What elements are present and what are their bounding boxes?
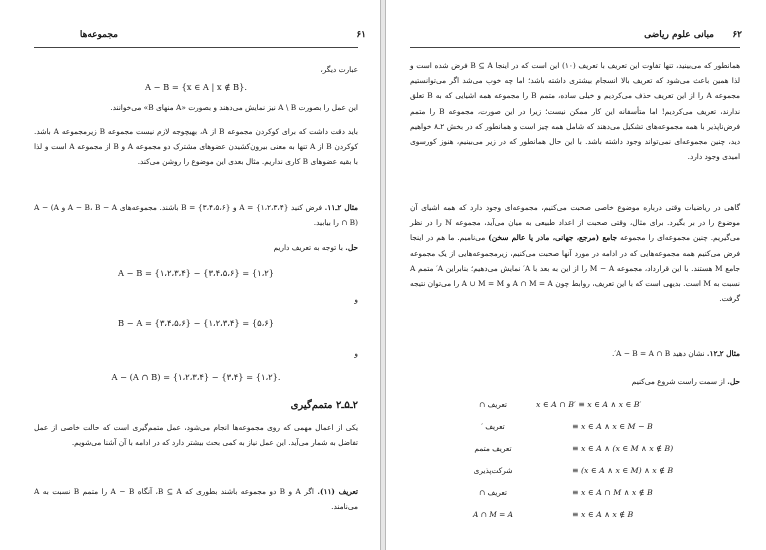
right-universal-set-term: جامع (مرجع، جهانی، مادر یا عالم سخن) (488, 233, 618, 243)
proof-expression: x ∈ A ∩ B′ ≡ x ∈ A ∧ x ∈ B′ (536, 400, 642, 409)
right-page-number: ۶۲ (732, 30, 742, 40)
left-running-head: مجموعه‌ها (79, 30, 118, 40)
right-solution-label: حل. (727, 377, 740, 386)
left-eq-difference: A − B = {x ∈ A | x ∉ B}. (144, 82, 248, 92)
left-solution-text: با توجه به تعریف داریم (273, 243, 343, 252)
left-note-paragraph: باید دقت داشت که برای کوکردن مجموعه B از A، بهیچوجه لازم نیست مجموعه B زیرمجموعه A باشد. کوکردن B از A تنها به معنی بیرون‌کشیدن عضوهای مشترک دو مجموعه A و B از مجموعه A است و لذا با بقیه عضوهای B کاری نداریم. مثال بعدی این موضوع را روشن می‌کند. (34, 127, 358, 167)
proof-reason: تعریف ∩ (479, 488, 507, 497)
left-and-2: و (354, 349, 358, 358)
left-section-paragraph: یکی از اعمال مهمی که روی مجموعه‌ها انجام می‌شود، عمل متمم‌گیری است که حالت خاصی از عمل تفاضل به شمار می‌آید. این عمل نیاز به کمی بحث بیشتر دارد که در ادامه با آن آشنا می‌شویم. (34, 423, 358, 448)
left-page (0, 0, 380, 550)
proof-reason: تعریف ′ (481, 422, 505, 431)
left-intro: عبارت دیگر، (320, 65, 358, 74)
proof-expression: ≡ x ∈ A ∩ M ∧ x ∉ B (572, 488, 653, 497)
left-example-text: فرض کنید {۱،۲،۳،۴} = A و {۳،۴،۵،۶} = B باشند. مجموعه‌های A − B، B − A و A − (A ∩ B) را بیابید. (34, 203, 358, 228)
left-example (34, 200, 358, 230)
right-example-text: نشان دهید A − B = A ∩ B′. (611, 349, 705, 358)
right-page (386, 0, 766, 550)
proof-reason: A ∩ M = A (472, 510, 514, 519)
left-definition-text: اگر A و B دو مجموعه باشند بطوری که B ⊆ A، آنگاه A − B را متمم B نسبت به A می‌نامند. (34, 487, 358, 512)
proof-expression: ≡ x ∈ A ∧ x ∈ M − B (572, 422, 653, 431)
left-page-number: ۶۱ (356, 30, 366, 40)
right-paragraph-1: همانطور که می‌بینید، تنها تفاوت این تعریف با تعریف (۱۰) این است که در اینجا B ⊆ A فرض شده است و لذا همین باعث می‌شود که تعریف بالا انسجام بیشتری داشته باشد؛ اما چه خوب می‌شد اگر می‌توانستیم مجموعه A را از این تعریف حذف می‌کردیم و خیلی ساده، متمم B را مجموعه همه اشیایی که به B تعلق ندارند، تعریف می‌کردیم! اما متأسفانه این کار ممکن نیست؛ زیرا در این صورت، مجموعه B را متمم فرض‌ناپذیر با همه مجموعه‌های تشکیل می‌دهند که شامل همه چیز است و همانطور که در بخش ۲ـ۸ خواهیم دید، چنین مجموعه‌ای نمی‌تواند وجود داشته باشد. با این حال همانطور که در زیر می‌بینیم، هنوز کورسوی امیدی وجود دارد. (410, 61, 741, 162)
right-paragraph-2-end: می‌نامیم. ما هم در اینجا فرض می‌کنیم همه مجموعه‌هایی که در ادامه در مورد آنها صحبت می‌کنیم، زیرمجموعه‌هایی از یک مجموعه جامع M هستند. با این قرارداد، مجموعه M − A را از این به بعد با A′ نمایش می‌دهیم؛ بنابراین A′ متمم A نسبت به M است. بدیهی است که با این تعریف، روابط چون A ∩ M = A و A ∪ M = M را می‌توان نتیجه گرفت. (410, 233, 741, 304)
proof-reason: تعریف متمم (474, 444, 512, 453)
left-eq-a-minus-b: A − B = {۱،۲،۳،۴} − {۳،۴،۵،۶} = {۱،۲} (118, 268, 274, 278)
left-header-rule (34, 47, 358, 48)
left-eq-a-minus-intersection: A − (A ∩ B) = {۱،۲،۳،۴} − {۳،۴} = {۱،۲}. (111, 372, 281, 382)
left-definition (34, 484, 358, 514)
left-definition-label: تعریف (۱۱). (317, 487, 358, 496)
left-section-title: ۲ـ۵ـ۲ متمم‌گیری (290, 400, 358, 411)
proof-expression: ≡ x ∈ A ∧ (x ∈ M ∧ x ∉ B) (572, 444, 674, 453)
left-solution-label: حل. (345, 243, 358, 252)
right-example (410, 346, 740, 361)
left-example-label: مثال ۲ـ۱۱. (324, 203, 359, 212)
proof-reason: تعریف ∩ (479, 400, 507, 409)
right-paragraph-2-start: گاهی در ریاضیات وقتی درباره موضوع خاصی صحبت می‌کنیم، مجموعه‌ای وجود دارد که همه اشیای آن موضوع را در بر بگیرد. برای مثال، وقتی صحبت از اعداد طبیعی به میان می‌آید، مجموعه ℕ را در نظر می‌گیریم. چنین مجموعه‌ای را مجموعه (410, 203, 740, 243)
proof-expression: ≡ (x ∈ A ∧ x ∈ M) ∧ x ∉ B (572, 466, 674, 475)
left-eq-b-minus-a: B − A = {۳،۴،۵،۶} − {۱،۲،۳،۴} = {۵،۶} (118, 318, 274, 328)
right-solution-text: از سمت راست شروع می‌کنیم (631, 377, 725, 386)
right-running-head: مبانی علوم ریاضی (644, 30, 714, 40)
right-paragraph-2 (410, 200, 740, 306)
proof-expression: ≡ x ∈ A ∧ x ∉ B (572, 510, 634, 519)
left-solution (34, 240, 358, 255)
left-notation-paragraph: این عمل را بصورت A \ B نیز نمایش می‌دهند و بصورت «A منهای B» می‌خوانند. (110, 103, 358, 112)
right-example-label: مثال ۲ـ۱۲. (706, 349, 740, 358)
right-header-rule (410, 47, 740, 48)
right-solution (410, 374, 740, 389)
left-and-1: و (354, 295, 358, 304)
proof-reason: شرکت‌پذیری (473, 466, 513, 475)
